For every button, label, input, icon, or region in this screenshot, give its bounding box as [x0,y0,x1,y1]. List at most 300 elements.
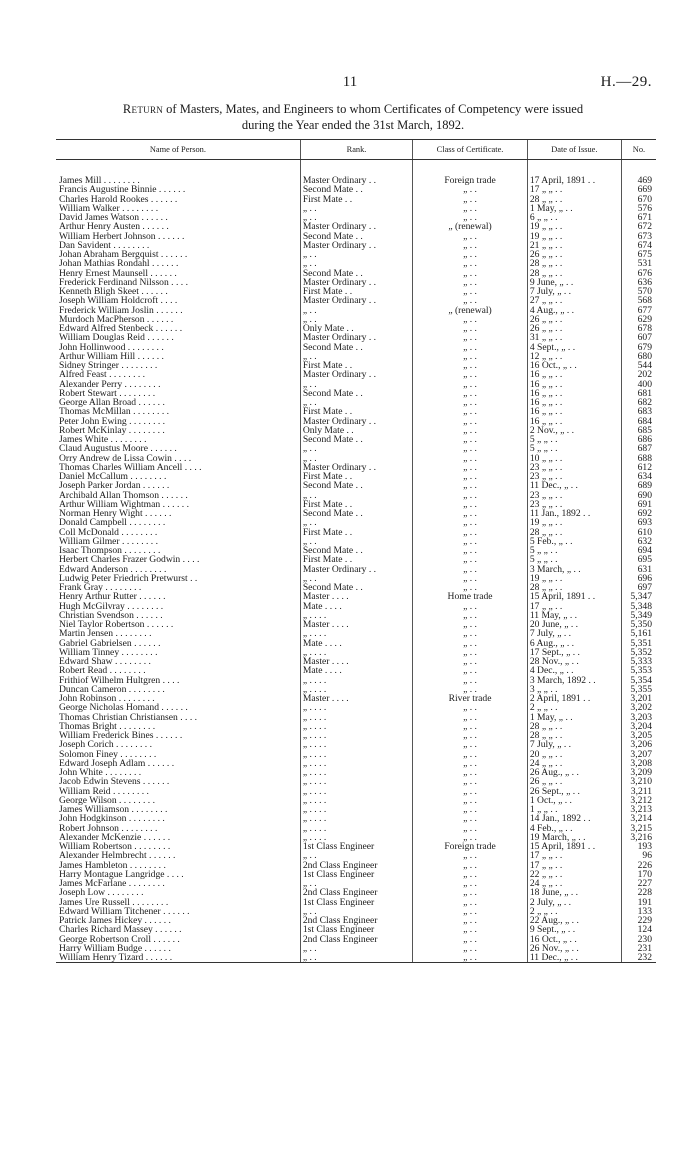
cell-class: „ . . [413,435,528,444]
cell-date: 28 „ „ . . [527,528,621,537]
cell-date: 1 „ „ . . [527,805,621,814]
cell-class: „ . . [413,796,528,805]
cell-date: 16 „ „ . . [527,370,621,379]
cell-rank: „ . . [300,944,412,953]
cell-date: 16 Oct., „ . . [527,935,621,944]
cell-class: „ . . [413,518,528,527]
cell-rank: First Mate . . [300,287,412,296]
cell-name: Thomas Christian Christiansen . . . . [59,712,198,722]
cell-name: Dan Savident . . . . . . . . [59,240,150,250]
cell-name: Alexander McKenzie . . . . . . [59,832,171,842]
cell-name: Solomon Finey . . . . . . . . [59,749,157,759]
cell-rank: First Mate . . [300,407,412,416]
table-row [56,333,656,342]
table-row [56,454,656,463]
cell-number: 679 [621,343,656,352]
table-row [56,537,656,546]
table-row [56,944,656,953]
table-row [56,814,656,823]
table-row [56,361,656,370]
cell-class: „ . . [413,324,528,333]
cell-rank: Master Ordinary . . [300,278,412,287]
cell-name: Jacob Edwin Stevens . . . . . . [59,777,170,787]
cell-date: 17 Sept., „ . . [527,648,621,657]
cell-number: 3,211 [621,787,656,796]
table-row [56,870,656,879]
cell-class: „ . . [413,250,528,259]
document-reference: H.—29. [600,74,652,90]
cell-rank: 1st Class Engineer [300,870,412,879]
cell-number: 3,213 [621,805,656,814]
cell-date: 17 „ „ . . [527,851,621,860]
table-row [56,472,656,481]
cell-name: Edward Anderson . . . . . . . . [59,564,167,574]
table-row [56,259,656,268]
cell-number: 695 [621,555,656,564]
cell-rank: Master . . . . [300,657,412,666]
cell-rank: „ . . . . [300,611,412,620]
cell-number: 5,352 [621,648,656,657]
cell-rank: „ . . . . [300,731,412,740]
cell-rank: Master . . . . [300,620,412,629]
cell-date: 23 „ „ . . [527,463,621,472]
cell-rank: 1st Class Engineer [300,925,412,934]
cell-rank: Second Mate . . [300,185,412,194]
cell-date: 7 July, „ . . [527,629,621,638]
cell-rank: „ . . . . [300,629,412,638]
cell-name: Patrick James Hickey . . . . . . [59,916,171,926]
cell-date: 11 Dec., „ . . [527,481,621,490]
table-row [56,185,656,194]
table-row [56,435,656,444]
cell-name: William Henry Tizard . . . . . . [56,953,300,963]
cell-name: Robert Stewart . . . . . . . . [59,388,156,398]
cell-date: 16 „ „ . . [527,407,621,416]
cell-date: 7 July, „ . . [527,287,621,296]
cell-number: 5,355 [621,685,656,694]
table-row [56,222,656,231]
cell-number: 634 [621,472,656,481]
cell-rank: „ . . [300,537,412,546]
table-row [56,380,656,389]
cell-class: „ . . [413,380,528,389]
cell-rank: Master Ordinary . . [300,565,412,574]
cell-date: 22 „ „ . . [527,870,621,879]
title-lead: Return [122,102,164,116]
cell-date: 4 Sept., „ . . [527,343,621,352]
table-row [56,574,656,583]
cell-name: Robert Johnson . . . . . . . . [59,823,158,833]
cell-name: James Williamson . . . . . . . . [59,805,168,815]
cell-class: „ . . [413,685,528,694]
table-row [56,685,656,694]
cell-date: 28 „ „ . . [527,259,621,268]
cell-class: „ . . [413,639,528,648]
table-row [56,602,656,611]
cell-class: „ . . [413,648,528,657]
cell-rank: „ . . [300,851,412,860]
cell-name: Thomas Bright . . . . . . . . [59,721,156,731]
cell-date: 26 „ „ . . [527,777,621,786]
cell-date: 15 April, 1891 . . [527,842,621,851]
cell-name: Charles Harold Rookes . . . . . . [59,194,178,204]
certificates-table [56,139,656,963]
cell-class: „ . . [413,481,528,490]
cell-class: Home trade [413,592,528,601]
cell-name: Sidney Stringer . . . . . . . . [59,361,158,371]
cell-class: „ . . [413,814,528,823]
cell-date: 15 April, 1891 . . [527,592,621,601]
cell-class: „ . . [413,491,528,500]
cell-date: 28 „ „ . . [527,583,621,592]
cell-class: „ . . [413,195,528,204]
cell-name: Edward Joseph Adlam . . . . . . [59,758,175,768]
cell-number: 629 [621,315,656,324]
cell-rank: „ . . . . [300,824,412,833]
cell-number: 576 [621,204,656,213]
cell-rank: „ . . . . [300,787,412,796]
table-row [56,703,656,712]
cell-date: 26 „ „ . . [527,250,621,259]
cell-rank: First Mate . . [300,555,412,564]
cell-date: 4 Dec., „ . . [527,666,621,675]
cell-class: „ . . [413,343,528,352]
cell-name: George Robertson Croll . . . . . . [59,934,180,944]
cell-number: 680 [621,352,656,361]
cell-number: 5,350 [621,620,656,629]
cell-date: 26 „ „ . . [527,315,621,324]
cell-class: „ . . [413,583,528,592]
cell-name: Frithiof Wilhelm Hultgren . . . . [59,675,180,685]
cell-name: James Mill . . . . . . . . [59,176,140,186]
cell-rank: „ . . . . [300,796,412,805]
cell-number: 3,204 [621,722,656,731]
cell-date: 27 „ „ . . [527,296,621,305]
cell-class: „ . . [413,472,528,481]
cell-number: 682 [621,398,656,407]
cell-rank: 1st Class Engineer [300,898,412,907]
cell-class: „ (renewal) [413,306,528,315]
cell-number: 5,351 [621,639,656,648]
cell-rank: Master Ordinary . . [300,296,412,305]
cell-number: 3,215 [621,824,656,833]
cell-name: David James Watson . . . . . . [59,213,168,223]
cell-class: „ . . [413,315,528,324]
cell-number: 232 [621,953,656,963]
cell-number: 228 [621,888,656,897]
cell-number: 3,203 [621,713,656,722]
cell-name: William Herbert Johnson . . . . . . [59,231,185,241]
cell-date: 19 „ „ . . [527,574,621,583]
table-row [56,232,656,241]
cell-class: „ . . [413,907,528,916]
cell-class: „ . . [413,528,528,537]
cell-rank: „ . . [300,491,412,500]
cell-rank: 2nd Class Engineer [300,916,412,925]
cell-name: George Allan Broad . . . . . . [59,398,165,408]
cell-number: 673 [621,232,656,241]
cell-rank: „ . . . . [300,676,412,685]
table-row [56,296,656,305]
table-row [56,509,656,518]
table-row [56,898,656,907]
table-row [56,463,656,472]
cell-name: Peter John Ewing . . . . . . . . [59,416,166,426]
cell-number: 610 [621,528,656,537]
cell-date: 28 Nov., „ . . [527,657,621,666]
cell-class: „ . . [413,925,528,934]
cell-name: Kenneth Bligh Skeet . . . . . . [59,287,168,297]
table-row [56,287,656,296]
cell-number: 5,354 [621,676,656,685]
cell-rank: Mate . . . . [300,666,412,675]
cell-name: Ludwig Peter Friedrich Pretwurst . . [59,573,198,583]
cell-number: 3,216 [621,833,656,842]
header-name: Name of Person. [56,140,300,160]
title-line2: during the Year ended the 31st March, 1892. [241,118,465,132]
cell-number: 693 [621,518,656,527]
table-row [56,352,656,361]
cell-date: 11 Dec., „ . . [527,953,621,963]
cell-number: 670 [621,195,656,204]
cell-number: 5,333 [621,657,656,666]
cell-rank: „ . . [300,380,412,389]
cell-class: „ . . [413,666,528,675]
cell-rank: Only Mate . . [300,324,412,333]
table-row [56,629,656,638]
table-row [56,269,656,278]
cell-rank: First Mate . . [300,472,412,481]
cell-date: 21 „ „ . . [527,241,621,250]
cell-date: 11 Jan., 1892 . . [527,509,621,518]
cell-class: „ . . [413,768,528,777]
cell-rank: „ . . [300,315,412,324]
cell-number: 5,347 [621,592,656,601]
cell-number: 687 [621,444,656,453]
cell-class: „ . . [413,444,528,453]
cell-name: Arthur William Hill . . . . . . [59,351,164,361]
cell-class: „ . . [413,713,528,722]
table-row [56,213,656,222]
cell-rank: „ . . [300,398,412,407]
cell-date: 1 Oct., „ . . [527,796,621,805]
cell-class: „ . . [413,454,528,463]
cell-rank: 2nd Class Engineer [300,861,412,870]
cell-number: 690 [621,491,656,500]
cell-rank: 2nd Class Engineer [300,888,412,897]
cell-date: 17 „ „ . . [527,602,621,611]
table-row [56,713,656,722]
cell-date: 28 „ „ . . [527,731,621,740]
cell-name: Francis Augustine Binnie . . . . . . [59,185,186,195]
table-row [56,722,656,731]
cell-rank: Master Ordinary . . [300,222,412,231]
header-spacer-row [56,160,656,177]
cell-number: 681 [621,389,656,398]
cell-name: Murdoch MacPherson . . . . . . [59,314,174,324]
cell-class: „ . . [413,851,528,860]
page-number: 11 [342,74,358,90]
cell-class: „ . . [413,824,528,833]
table-row [56,824,656,833]
table-row [56,666,656,675]
table-row [56,907,656,916]
cell-class: „ . . [413,509,528,518]
table-row [56,306,656,315]
cell-date: 23 „ „ . . [527,472,621,481]
table-row [56,639,656,648]
table-row [56,278,656,287]
cell-rank: 1st Class Engineer [300,842,412,851]
cell-class: „ . . [413,213,528,222]
cell-class: River trade [413,694,528,703]
table-row [56,935,656,944]
cell-class: „ . . [413,629,528,638]
cell-class: „ . . [413,417,528,426]
cell-name: George Wilson . . . . . . . . [59,795,155,805]
cell-date: 14 Jan., 1892 . . [527,814,621,823]
cell-rank: „ . . [300,953,412,963]
cell-number: 672 [621,222,656,231]
cell-rank: First Mate . . [300,195,412,204]
cell-date: 6 Aug., „ . . [527,639,621,648]
table-row [56,777,656,786]
cell-number: 675 [621,250,656,259]
cell-rank: „ . . [300,204,412,213]
cell-class: „ . . [413,731,528,740]
cell-date: 10 „ „ . . [527,454,621,463]
table-row [56,500,656,509]
cell-rank: Mate . . . . [300,602,412,611]
cell-rank: „ . . . . [300,703,412,712]
cell-class: „ . . [413,259,528,268]
table-row [56,583,656,592]
cell-class: „ . . [413,620,528,629]
cell-date: 23 „ „ . . [527,491,621,500]
cell-rank: Master Ordinary . . [300,176,412,185]
table-row [56,370,656,379]
cell-class: „ . . [413,407,528,416]
cell-name: Joseph Low . . . . . . . . [59,888,144,898]
cell-rank: First Mate . . [300,361,412,370]
cell-rank: „ . . . . [300,814,412,823]
cell-rank: „ . . . . [300,759,412,768]
cell-name: John Hollinwood . . . . . . . . [59,342,164,352]
cell-rank: „ . . . . [300,833,412,842]
table-row [56,796,656,805]
cell-name: Gabriel Gabrielsen . . . . . . [59,638,161,648]
cell-name: Isaac Thompson . . . . . . . . [59,546,161,556]
cell-number: 227 [621,879,656,888]
cell-name: Edward Shaw . . . . . . . . [59,657,151,667]
cell-number: 669 [621,185,656,194]
cell-rank: Master Ordinary . . [300,417,412,426]
table-row [56,916,656,925]
table-row [56,833,656,842]
table-row [56,481,656,490]
cell-date: 2 „ „ . . [527,907,621,916]
cell-class: „ . . [413,269,528,278]
return-title [52,101,654,133]
table-row [56,417,656,426]
cell-name: Thomas McMillan . . . . . . . . [59,407,170,417]
cell-class: „ . . [413,916,528,925]
cell-class: „ . . [413,555,528,564]
cell-rank: Second Mate . . [300,546,412,555]
cell-number: 191 [621,898,656,907]
table-row [56,657,656,666]
cell-date: 5 „ „ . . [527,435,621,444]
cell-date: 26 Sept., „ . . [527,787,621,796]
table-row [56,518,656,527]
cell-class: „ . . [413,805,528,814]
cell-name: Joseph William Holdcroft . . . . [59,296,178,306]
cell-number: 688 [621,454,656,463]
cell-name: John White . . . . . . . . [59,768,142,778]
cell-rank: „ . . . . [300,713,412,722]
cell-class: „ . . [413,352,528,361]
cell-date: 20 June, „ . . [527,620,621,629]
cell-class: „ . . [413,787,528,796]
cell-rank: „ . . . . [300,648,412,657]
cell-date: 1 May, „ . . [527,713,621,722]
cell-name: Orry Andrew de Lissa Cowin . . . . [59,453,192,463]
cell-rank: Only Mate . . [300,426,412,435]
cell-number: 684 [621,417,656,426]
cell-date: 1 May, „ . . [527,204,621,213]
cell-name: John Hodgkinson . . . . . . . . [59,814,165,824]
cell-name: John Robinson . . . . . . . . [59,694,155,704]
cell-number: 694 [621,546,656,555]
cell-number: 3,208 [621,759,656,768]
cell-number: 193 [621,842,656,851]
table-header-row [56,140,656,160]
cell-rank: „ . . [300,444,412,453]
cell-class: Foreign trade [413,176,528,185]
cell-rank: „ . . [300,250,412,259]
cell-name: Arthur Henry Austen . . . . . . [59,222,169,232]
cell-rank: „ . . [300,574,412,583]
table-row [56,611,656,620]
cell-name: Johan Mathias Rondahl . . . . . . [59,259,179,269]
cell-date: 11 May, „ . . [527,611,621,620]
cell-number: 3,202 [621,703,656,712]
table-row [56,740,656,749]
cell-rank: „ . . [300,907,412,916]
cell-number: 5,353 [621,666,656,675]
cell-date: 28 „ „ . . [527,195,621,204]
table-row [56,343,656,352]
cell-date: 19 March, „ . . [527,833,621,842]
cell-rank: Master Ordinary . . [300,241,412,250]
cell-name: Alexander Perry . . . . . . . . [59,379,161,389]
cell-class: „ . . [413,361,528,370]
cell-name: Robert McKinlay . . . . . . . . [59,425,165,435]
cell-number: 607 [621,333,656,342]
cell-date: 3 „ „ . . [527,685,621,694]
cell-number: 469 [621,176,656,185]
table-row [56,444,656,453]
cell-class: „ (renewal) [413,222,528,231]
cell-number: 5,348 [621,602,656,611]
cell-number: 689 [621,481,656,490]
table-row [56,426,656,435]
cell-date: 23 „ „ . . [527,500,621,509]
cell-number: 685 [621,426,656,435]
cell-date: 12 „ „ . . [527,352,621,361]
cell-class: „ . . [413,935,528,944]
table-row [56,241,656,250]
